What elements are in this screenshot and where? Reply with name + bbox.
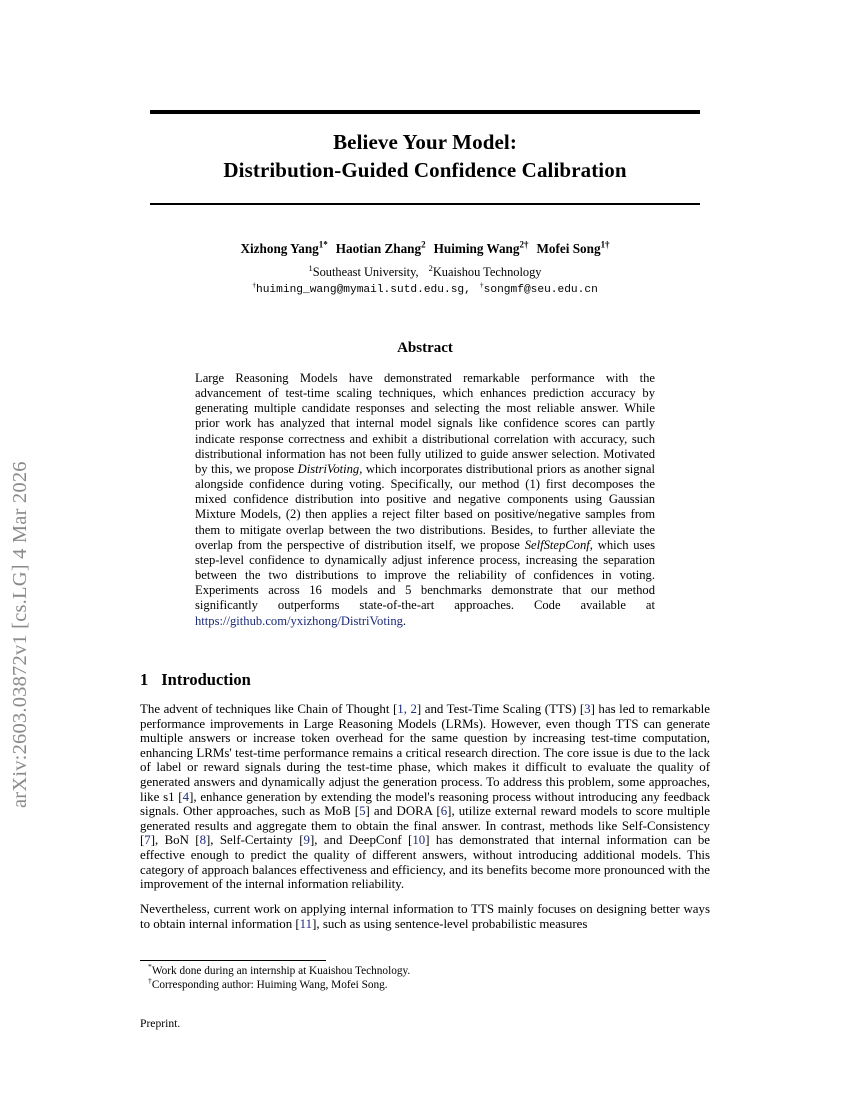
arxiv-stamp-text: arXiv:2603.03872v1 [cs.LG] 4 Mar 2026 (8, 461, 31, 808)
text-run: ] and DORA [ (365, 804, 441, 819)
page-title (140, 128, 710, 184)
affiliation-name: Kuaishou Technology (432, 265, 542, 279)
abstract-text-part-2: , which incorporates distributional priors as another signal alongside confidence during voting. Specifically, our method (1) first decomposes the mixed confidence distribution into positive and negative components using Gaussian Mixture Models, (2) then applies a reject filter based on positive/negative samples from them to mitigate overlap between the two distributions. Besides, to further alleviate the overlap from the perspective of distribution itself, we propose (195, 461, 655, 552)
footnote-separator-rule (140, 960, 326, 961)
footnote-mark: † (148, 976, 152, 986)
citation-ref[interactable]: 3 (584, 702, 591, 716)
text-run: ], such as using sentence-level probabilistic measures (312, 916, 588, 931)
footnote-item (140, 964, 710, 978)
title-line-1: Believe Your Model: (333, 130, 517, 154)
affiliation-mark: 2 (428, 262, 433, 273)
title-rule-bottom (150, 203, 700, 205)
footnotes (140, 964, 710, 993)
footnote-mark: * (148, 962, 152, 972)
author-marks: 1† (600, 239, 610, 250)
abstract-method-name-distrivoting: DistriVoting (297, 461, 360, 476)
email-mark: † (479, 280, 484, 290)
affiliation-line (140, 264, 710, 281)
code-repository-link[interactable]: https://github.com/yxizhong/DistriVoting (195, 613, 403, 628)
footnote-item (140, 978, 710, 992)
footnote-text: Corresponding author: Huiming Wang, Mofei Song. (151, 979, 388, 992)
preprint-label: Preprint. (140, 1017, 181, 1030)
text-run: ] has demonstrated that internal information can be effective enough to predict the quality of different answers, without introducing additional models. This category of approach balances effectiveness and efficiency, and its benefits become more pronounced with the improvement of the internal information reliability. (140, 833, 711, 892)
citation-ref[interactable]: 5 (359, 804, 366, 819)
email-line (140, 282, 710, 299)
abstract-text-part-3: , which uses step-level confidence to dynamically adjust inference process, increasing the separation between the two distributions to improve the reliability of confidences in voting. Experiments across 16 models and 5 benchmarks demonstrate that our method significantly outperforms state-of-the-art approaches. Code available at (195, 537, 655, 613)
author-entry (430, 241, 533, 256)
paragraph (140, 902, 710, 931)
abstract-body (195, 371, 655, 629)
author-name: Huiming Wang (433, 241, 520, 256)
text-run: ] and Test-Time Scaling (TTS) [ (416, 702, 585, 716)
text-run: Nevertheless, current work on applying internal information to TTS mainly focuses on designing better ways to obtain internal information [ (140, 902, 710, 931)
author-name: Xizhong Yang (240, 241, 319, 256)
title-line-2: Distribution-Guided Confidence Calibration (223, 158, 627, 182)
section-title: Introduction (161, 670, 251, 689)
abstract-text-part-1: Large Reasoning Models have demonstrated remarkable performance with the advancement of test-time scaling techniques, which enhances prediction accuracy by generating multiple candidate responses and selecting the most reliable answer. While prior work has analyzed that internal model signals like confidence scores can partly indicate response correctness and exhibit a distributional correlation with accuracy, such distributional information has not been fully utilized to guide answer selection. Motivated by this, we propose (195, 371, 655, 476)
introduction-body (140, 702, 710, 942)
text-run: ], Self-Certainty [ (206, 833, 304, 848)
author-names (140, 240, 710, 258)
text-run: ], and DeepConf [ (309, 833, 413, 848)
author-block (140, 240, 710, 299)
citation-ref[interactable]: 10 (412, 833, 426, 848)
author-entry (236, 241, 331, 256)
citation-ref[interactable]: 8 (199, 833, 207, 848)
affiliation-name: Southeast University, (312, 265, 419, 279)
author-marks: 2 (421, 239, 426, 250)
text-run: ], enhance generation by extending the model's reasoning process without introducing any feedback signals. Other approaches, such as MoB [ (140, 789, 711, 819)
abstract-heading: Abstract (397, 340, 453, 356)
citation-ref[interactable]: 11 (299, 916, 313, 931)
abstract-method-name-selfstepconf: SelfStepConf (524, 537, 590, 552)
affiliation-mark: 1 (308, 262, 313, 273)
section-number: 1 (140, 670, 149, 689)
text-run: ] has led to remarkable performance improvements in Large Reasoning Models (LRMs). However, even though TTS can generate multiple answers or increase token overhead for the same question by increasing test-time computation, enhancing LRMs' test-time performance remains a critical research direction. The core issue is due to the lack of label or reward signals during the test-time phase, which makes it difficult to evaluate the quality of generated answers and dynamically adjust the generation process. To address this problem, some approaches, like s1 [ (140, 702, 710, 804)
citation-ref[interactable]: 7 (144, 833, 151, 848)
citation-ref[interactable]: 1, 2 (397, 702, 417, 716)
email-address[interactable]: huiming_wang@mymail.sutd.edu.sg, (256, 284, 471, 296)
paper-page (140, 0, 710, 1100)
email-mark: † (252, 280, 256, 290)
title-rule-top (150, 110, 700, 114)
author-name: Haotian Zhang (335, 241, 422, 256)
author-entry (332, 241, 430, 256)
author-marks: 2† (519, 239, 529, 250)
section-heading-introduction (140, 670, 710, 690)
abstract-text-part-4: . (402, 613, 407, 628)
citation-ref[interactable]: 6 (440, 804, 448, 819)
author-marks: 1* (318, 239, 328, 250)
text-run: The advent of techniques like Chain of Thought [ (140, 702, 398, 716)
arxiv-stamp (0, 0, 40, 1100)
paragraph (140, 702, 710, 892)
author-name: Mofei Song (536, 241, 601, 256)
footnote-text: Work done during an internship at Kuaishou Technology. (151, 965, 411, 977)
text-run: ], utilize external reward models to score multiple generated results and aggregate them to obtain the final answer. In contrast, methods like Self-Consistency [ (140, 804, 710, 848)
citation-ref[interactable]: 9 (303, 833, 310, 848)
citation-ref[interactable]: 4 (182, 789, 190, 804)
author-entry (532, 241, 613, 256)
email-address[interactable]: songmf@seu.edu.cn (483, 284, 598, 296)
text-run: ], BoN [ (150, 833, 200, 848)
